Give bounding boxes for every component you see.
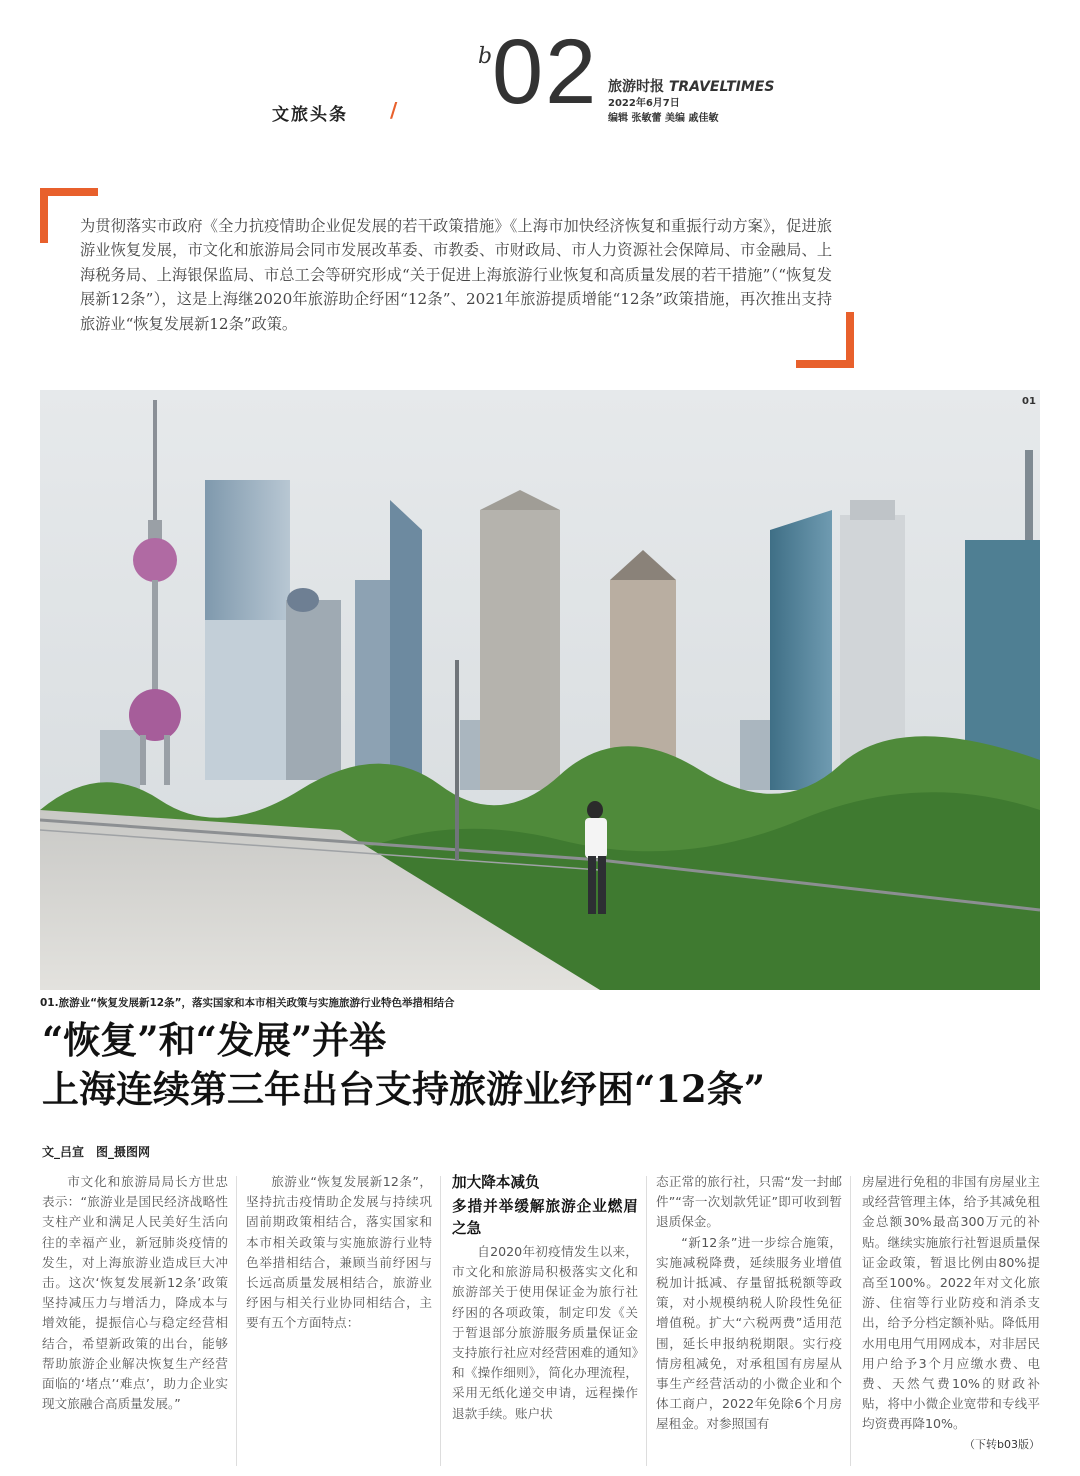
byline: 文_吕宣 图_摄图网 — [42, 1145, 151, 1159]
masthead-en: TRAVELTIMES — [668, 79, 775, 95]
column-1-text: 市文化和旅游局局长方世忠表示：“旅游业是国民经济战略性支柱产业和满足人民美好生活向往的幸福产业，新冠肺炎疫情的发生，对上海旅游业造成巨大冲击。这次‘恢复发展新12条’政策坚持减压力与增活力，降成本与增效能，提振信心与稳定经营相结合，希望新政策的出台，能够帮助旅游企业解决恢复生产经营面临的‘堵点’‘难点’，助力企业实现文旅融合高质量发展。” — [42, 1174, 228, 1412]
editors-credit: 编辑 张敏蕾 美编 戚佳敏 — [608, 113, 719, 124]
article-column-4 — [656, 1172, 842, 1435]
page-letter: b — [478, 44, 493, 69]
lujiazui-skyline-photo — [40, 390, 1040, 990]
continued-note: （下转b03版） — [964, 1437, 1040, 1451]
headline-line-2: 上海连续第三年出台支持旅游业纾困“12条” — [42, 1067, 766, 1111]
article-column-2 — [246, 1172, 432, 1334]
masthead — [608, 76, 774, 96]
column-divider — [440, 1176, 441, 1466]
section-label: 文旅头条 — [272, 105, 348, 125]
publication-date: 2022年6月7日 — [608, 98, 680, 109]
headline — [42, 1016, 1042, 1114]
section-slash: / — [390, 98, 398, 122]
column-divider — [850, 1176, 851, 1466]
headline-line-1: “恢复”和“发展”并举 — [42, 1018, 387, 1062]
article-column-3 — [452, 1172, 638, 1424]
photo-caption: 01.旅游业“恢复发展新12条”，落实国家和本市相关政策与实施旅游行业特色举措相结合 — [40, 997, 455, 1009]
intro-paragraph: 为贯彻落实市政府《全力抗疫情助企业促发展的若干政策措施》《上海市加快经济恢复和重振行动方案》，促进旅游业恢复发展，市文化和旅游局会同市发展改革委、市教委、市财政局、市人力资源社会保障局、市金融局、上海税务局、上海银保监局、市总工会等研究形成“关于促进上海旅游行业恢复和高质量发展的若干措施”（“恢复发展新12条”），这是上海继2020年旅游助企纾困“12条”、2021年旅游提质增能“12条”政策措施，再次推出支持旅游业“恢复发展新12条”政策。 — [80, 217, 832, 333]
column-2-text: 旅游业“恢复发展新12条”，坚持抗击疫情助企发展与持续巩固前期政策相结合，落实国家和本市相关政策与实施旅游行业特色举措相结合，兼顾当前纾困与长远高质量发展相结合，旅游业纾困与相关行业协同相结合，主要有五个方面特点： — [246, 1174, 432, 1331]
column-divider — [646, 1176, 647, 1466]
column-4-text-2: “新12条”进一步综合施策，实施减税降费，延续服务业增值税加计抵减、存量留抵税额等政策，对小规模纳税人阶段性免征增值税。扩大“六税两费”适用范围，延长申报纳税期限。实行疫情房租减免，对承租国有房屋从事生产经营活动的小微企业和个体工商户，2022年免除6个月房屋租金。对参照国有 — [656, 1234, 842, 1432]
column-5-text: 房屋进行免租的非国有房屋业主或经营管理主体，给予其减免租金总额30%最高300万元的补贴。继续实施旅行社暂退质量保证金政策，暂退比例由80%提高至100%。2022年对文化旅游、住宿等行业防疫和消杀支出，给予分档定额补贴。降低用水用电用气用网成本，对非居民用户给予3个月应缴水费、电费、天然气费10%的财政补贴，将中小微企业宽带和专线平均资费再降10%。 — [862, 1174, 1040, 1432]
article-column-5 — [862, 1172, 1040, 1455]
page-number: 02 — [492, 21, 599, 123]
column-divider — [236, 1176, 237, 1466]
subhead-line-2: 多措并举缓解旅游企业燃眉之急 — [452, 1198, 638, 1237]
column-4-text-1: 态正常的旅行社，只需“发一封邮件”“寄一次划款凭证”即可收到暂退质保金。 — [656, 1174, 842, 1230]
subhead-line-1: 加大降本减负 — [452, 1174, 540, 1191]
photo-number: 01 — [1022, 396, 1036, 407]
column-3-text: 自2020年初疫情发生以来，市文化和旅游局积极落实文化和旅游部关于使用保证金为旅行社纾困的各项政策，制定印发《关于暂退部分旅游服务质量保证金支持旅行社应对经营困难的通知》和《操作细则》，简化办理流程，采用无纸化递交申请，远程操作退款手续。账户状 — [452, 1244, 638, 1421]
article-column-1 — [42, 1172, 228, 1414]
masthead-cn: 旅游时报 — [608, 79, 664, 95]
